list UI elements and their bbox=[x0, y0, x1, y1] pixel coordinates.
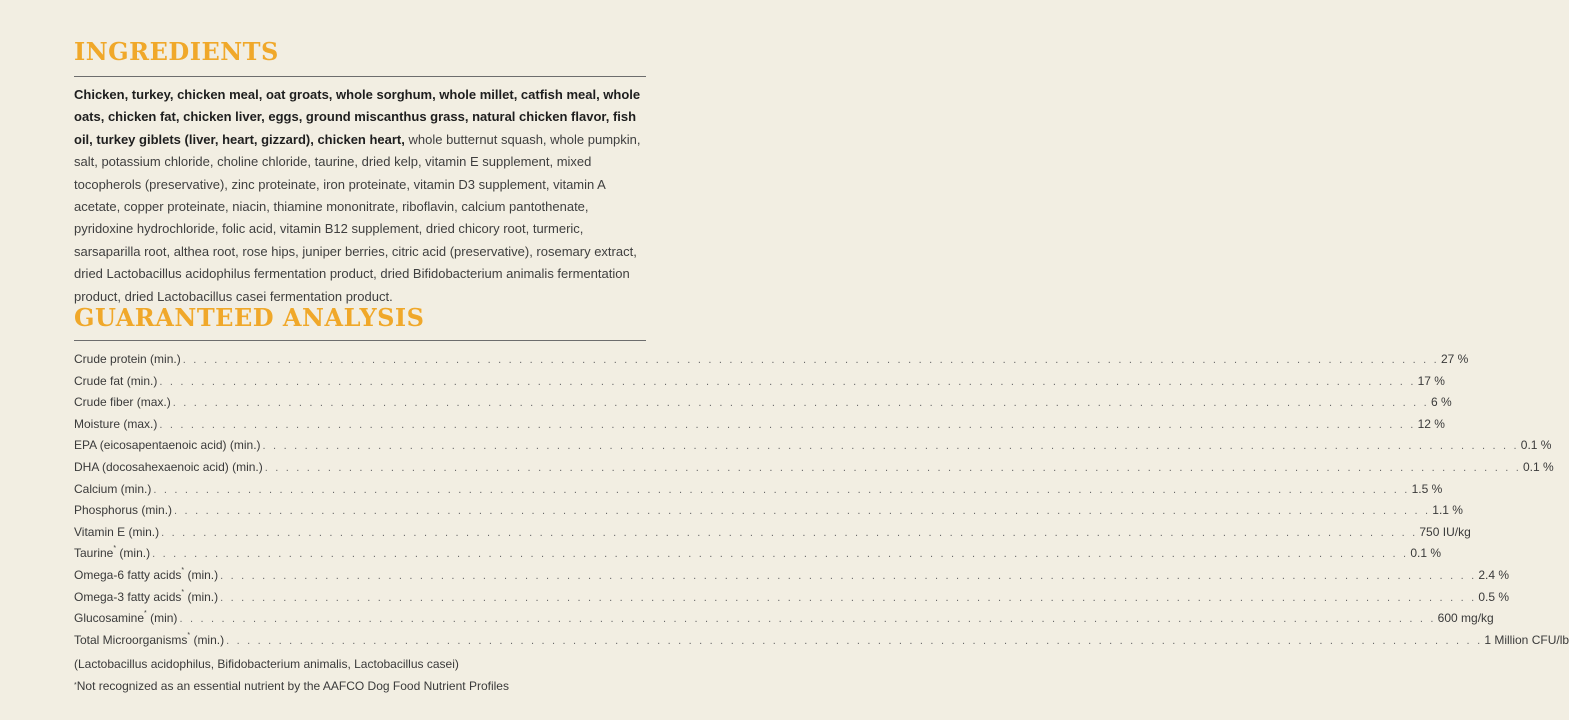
nutrient-label bbox=[74, 395, 171, 409]
nutrient-value: 0.1 % bbox=[1522, 459, 1554, 474]
ingredients-secondary: whole butternut squash, whole pumpkin, salt, potassium chloride, choline chloride, taurine, dried kelp, vitamin E supplement, mixed tocopherols (preservative), zinc proteinate, iron proteinate, vitamin D3 supplement, vitamin A acetate, copper proteinate, niacin, thiamine mononitrate, riboflavin, calcium pantothenate, pyridoxine hydrochloride, folic acid, vitamin B12 supplement, dried chicory root, turmeric, sarsaparilla root, althea root, rose hips, juniper berries, citric acid (preservative), rosemary extract, dried Lactobacillus acidophilus fermentation product, dried Bifidobacterium animalis fermentation product, dried Lactobacillus casei fermentation product. bbox=[74, 131, 641, 304]
dot-leader: . . . . . . . . . . . . . . . . . . . . . . . . . . . . . . . . . . . . . . . . . . . . . . . . . . . . . . . . . . . . . . . . . . . . . . . . . . . . . . . . . . . . . . . . . . . . . . . . . . . . . . . . . . . . . . . . . . . . . . . . bbox=[182, 354, 1439, 366]
analysis-row bbox=[74, 566, 1510, 590]
analysis-rows bbox=[74, 352, 1569, 654]
analysis-row bbox=[74, 545, 1442, 568]
footnote-mark: * bbox=[74, 681, 77, 689]
nutrient-label bbox=[74, 438, 261, 452]
nutrient-value: 750 IU/kg bbox=[1419, 524, 1471, 539]
dot-leader: . . . . . . . . . . . . . . . . . . . . . . . . . . . . . . . . . . . . . . . . . . . . . . . . . . . . . . . . . . . . . . . . . . . . . . . . . . . . . . . . . . . . . . . . . . . . . . . . . . . . . . . . . . . . . . . . . . . . . . . . bbox=[172, 397, 1429, 410]
asterisk-mark: * bbox=[181, 566, 185, 574]
nutrient-value: 0.5 % bbox=[1478, 589, 1510, 604]
nutrient-label bbox=[74, 611, 177, 625]
asterisk-mark: * bbox=[113, 545, 117, 553]
footnote bbox=[74, 676, 646, 698]
analysis-row bbox=[74, 373, 1445, 396]
nutrient-label bbox=[74, 417, 157, 431]
nutrient-name: Crude fat (min.) bbox=[74, 373, 158, 388]
analysis-table bbox=[74, 352, 1569, 698]
nutrient-label bbox=[74, 482, 151, 496]
analysis-row bbox=[74, 631, 1569, 655]
dot-leader: . . . . . . . . . . . . . . . . . . . . . . . . . . . . . . . . . . . . . . . . . . . . . . . . . . . . . . . . . . . . . . . . . . . . . . . . . . . . . . . . . . . . . . . . . . . . . . . . . . . . . . . . . . . . . . . . . . . . . . . . bbox=[264, 461, 1521, 474]
nutrient-label bbox=[74, 568, 218, 582]
nutrient-value: 1 Million CFU/lb bbox=[1484, 632, 1569, 647]
nutrient-name: Calcium (min.) bbox=[74, 481, 152, 496]
nutrient-label bbox=[74, 546, 150, 560]
analysis-row bbox=[74, 588, 1510, 612]
analysis-row bbox=[74, 481, 1443, 504]
ingredients-list bbox=[74, 84, 646, 308]
nutrient-qualifier: (min.) bbox=[184, 589, 219, 604]
nutrient-value: 0.1 % bbox=[1520, 438, 1552, 453]
nutrient-label bbox=[74, 525, 159, 539]
analysis-row bbox=[74, 416, 1445, 439]
microorganisms-note: (Lactobacillus acidophilus, Bifidobacterium animalis, Lactobacillus casei) bbox=[74, 657, 459, 672]
dot-leader: . . . . . . . . . . . . . . . . . . . . . . . . . . . . . . . . . . . . . . . . . . . . . . . . . . . . . . . . . . . . . . . . . . . . . . . . . . . . . . . . . . . . . . . . . . . . . . . . . . . . . . . . . . . . . . . . . . . . . . . . bbox=[152, 548, 1409, 561]
dot-leader: . . . . . . . . . . . . . . . . . . . . . . . . . . . . . . . . . . . . . . . . . . . . . . . . . . . . . . . . . . . . . . . . . . . . . . . . . . . . . . . . . . . . . . . . . . . . . . . . . . . . . . . . . . . . . . . . . . . . . . . . bbox=[153, 483, 1410, 496]
ingredients-primary: Chicken, turkey, chicken meal, oat groats, whole sorghum, whole millet, catfish meal, whole oats, chicken fat, chicken liver, eggs, ground miscanthus grass, natural chicken flavor, fish oil, turkey giblets (liver, heart, gizzard), chicken heart, bbox=[74, 87, 641, 147]
analysis-row bbox=[74, 503, 1463, 525]
nutrient-name: Omega-6 fatty acids bbox=[74, 567, 182, 582]
nutrient-label bbox=[74, 590, 218, 604]
dot-leader: . . . . . . . . . . . . . . . . . . . . . . . . . . . . . . . . . . . . . . . . . . . . . . . . . . . . . . . . . . . . . . . . . . . . . . . . . . . . . . . . . . . . . . . . . . . . . . . . . . . . . . . . . . . . . . . . . . . . . . . . bbox=[159, 375, 1416, 388]
asterisk-mark: * bbox=[144, 610, 147, 618]
nutrient-name: DHA (docosahexaenoic acid) (min.) bbox=[74, 459, 263, 474]
nutrient-name: Glucosamine bbox=[74, 611, 145, 626]
nutrient-label bbox=[74, 503, 172, 517]
analysis-row bbox=[74, 438, 1552, 460]
ingredients-title: INGREDIENTS bbox=[74, 37, 279, 66]
footnote-text: Not recognized as an essential nutrient by the AAFCO Dog Food Nutrient Profiles bbox=[76, 678, 509, 693]
nutrient-name: Total Microorganisms bbox=[74, 632, 188, 647]
nutrient-qualifier: (min.) bbox=[184, 567, 219, 582]
nutrient-name: Taurine bbox=[74, 546, 114, 561]
dot-leader: . . . . . . . . . . . . . . . . . . . . . . . . . . . . . . . . . . . . . . . . . . . . . . . . . . . . . . . . . . . . . . . . . . . . . . . . . . . . . . . . . . . . . . . . . . . . . . . . . . . . . . . . . . . . . . . . . . . . . . . . bbox=[179, 613, 1436, 626]
nutrient-name: Crude fiber (max.) bbox=[74, 395, 171, 410]
nutrient-qualifier: (min.) bbox=[116, 546, 151, 561]
analysis-title: GUARANTEED ANALYSIS bbox=[74, 303, 425, 332]
dot-leader: . . . . . . . . . . . . . . . . . . . . . . . . . . . . . . . . . . . . . . . . . . . . . . . . . . . . . . . . . . . . . . . . . . . . . . . . . . . . . . . . . . . . . . . . . . . . . . . . . . . . . . . . . . . . . . . . . . . . . . . . bbox=[262, 440, 1519, 453]
ingredients-divider bbox=[74, 76, 646, 77]
asterisk-mark: * bbox=[181, 588, 185, 596]
nutrient-name: Crude protein (min.) bbox=[74, 352, 181, 366]
nutrient-value: 600 mg/kg bbox=[1437, 611, 1494, 626]
nutrient-qualifier: (min.) bbox=[190, 632, 225, 647]
analysis-row bbox=[74, 610, 1494, 633]
nutrient-value: 1.5 % bbox=[1411, 481, 1443, 496]
nutrient-value: 17 % bbox=[1417, 373, 1445, 388]
asterisk-mark: * bbox=[187, 631, 191, 639]
nutrient-value: 0.1 % bbox=[1410, 546, 1442, 561]
analysis-row bbox=[74, 352, 1469, 374]
analysis-row bbox=[74, 524, 1471, 547]
nutrient-name: Vitamin E (min.) bbox=[74, 524, 160, 539]
nutrient-name: EPA (eicosapentaenoic acid) (min.) bbox=[74, 438, 261, 453]
analysis-divider bbox=[74, 340, 646, 341]
dot-leader: . . . . . . . . . . . . . . . . . . . . . . . . . . . . . . . . . . . . . . . . . . . . . . . . . . . . . . . . . . . . . . . . . . . . . . . . . . . . . . . . . . . . . . . . . . . . . . . . . . . . . . . . . . . . . . . . . . . . . . . . bbox=[159, 418, 1416, 431]
dot-leader: . . . . . . . . . . . . . . . . . . . . . . . . . . . . . . . . . . . . . . . . . . . . . . . . . . . . . . . . . . . . . . . . . . . . . . . . . . . . . . . . . . . . . . . . . . . . . . . . . . . . . . . . . . . . . . . . . . . . . . . . bbox=[174, 505, 1431, 518]
analysis-row bbox=[74, 395, 1452, 417]
nutrient-value: 12 % bbox=[1417, 416, 1445, 431]
dot-leader: . . . . . . . . . . . . . . . . . . . . . . . . . . . . . . . . . . . . . . . . . . . . . . . . . . . . . . . . . . . . . . . . . . . . . . . . . . . . . . . . . . . . . . . . . . . . . . . . . . . . . . . . . . . . . . . . . . . . . . . . bbox=[226, 634, 1483, 647]
dot-leader: . . . . . . . . . . . . . . . . . . . . . . . . . . . . . . . . . . . . . . . . . . . . . . . . . . . . . . . . . . . . . . . . . . . . . . . . . . . . . . . . . . . . . . . . . . . . . . . . . . . . . . . . . . . . . . . . . . . . . . . . bbox=[220, 591, 1477, 604]
nutrient-value: 6 % bbox=[1430, 395, 1452, 410]
nutrient-name: Moisture (max.) bbox=[74, 416, 158, 431]
nutrient-label bbox=[74, 633, 224, 647]
nutrient-value: 27 % bbox=[1440, 352, 1469, 366]
dot-leader: . . . . . . . . . . . . . . . . . . . . . . . . . . . . . . . . . . . . . . . . . . . . . . . . . . . . . . . . . . . . . . . . . . . . . . . . . . . . . . . . . . . . . . . . . . . . . . . . . . . . . . . . . . . . . . . . . . . . . . . . bbox=[220, 569, 1477, 582]
nutrient-name: Phosphorus (min.) bbox=[74, 503, 173, 518]
nutrient-name: Omega-3 fatty acids bbox=[74, 589, 182, 604]
nutrient-label bbox=[74, 460, 263, 474]
nutrient-value: 1.1 % bbox=[1432, 503, 1463, 518]
nutrient-value: 2.4 % bbox=[1478, 567, 1510, 582]
nutrient-label bbox=[74, 374, 157, 388]
analysis-row bbox=[74, 459, 1554, 482]
nutrient-qualifier: (min) bbox=[146, 611, 178, 626]
nutrient-label bbox=[74, 352, 181, 366]
dot-leader: . . . . . . . . . . . . . . . . . . . . . . . . . . . . . . . . . . . . . . . . . . . . . . . . . . . . . . . . . . . . . . . . . . . . . . . . . . . . . . . . . . . . . . . . . . . . . . . . . . . . . . . . . . . . . . . . . . . . . . . . bbox=[161, 526, 1418, 539]
